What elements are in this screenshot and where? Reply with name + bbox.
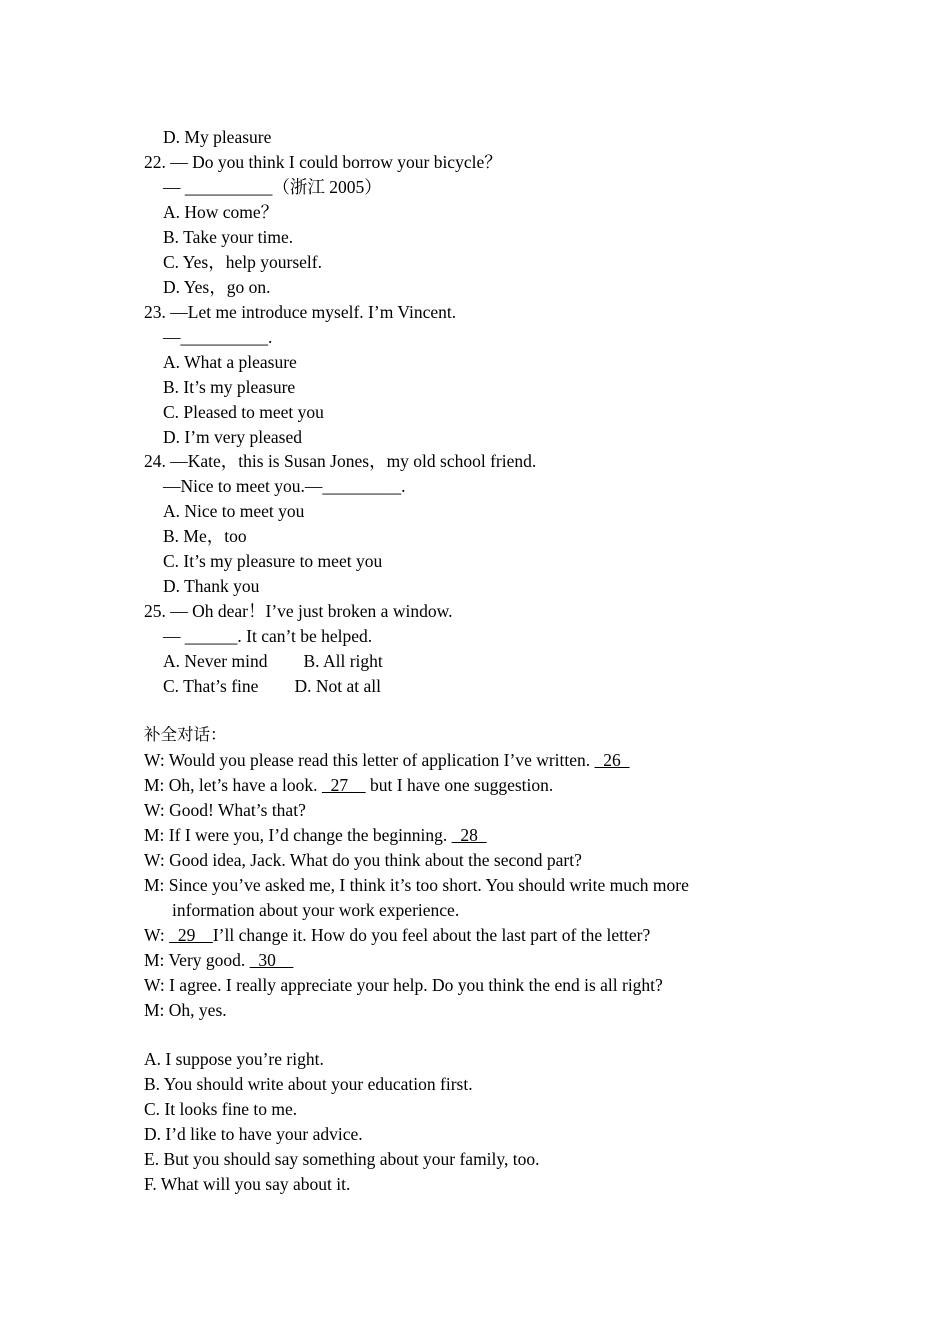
q22-option-d: D. Yes，go on. xyxy=(163,277,271,297)
blank-26: 26 xyxy=(594,750,630,770)
dialogue-line-4 xyxy=(144,825,487,845)
dialogue-option-f: F. What will you say about it. xyxy=(144,1174,351,1194)
dialogue-text: W: Would you please read this letter of application I’ve written. xyxy=(144,750,595,770)
dialogue-line-10: M: Oh, yes. xyxy=(144,1000,227,1020)
q25-option-d: D. Not at all xyxy=(294,676,381,696)
dialogue-text: W: xyxy=(144,925,170,945)
q24-stem: 24. —Kate，this is Susan Jones，my old school friend. xyxy=(144,451,537,471)
dialogue-option-b: B. You should write about your education first. xyxy=(144,1074,473,1094)
q24-option-b: B. Me，too xyxy=(163,526,247,546)
q23-option-a: A. What a pleasure xyxy=(163,352,297,372)
q22-reply xyxy=(163,177,382,197)
q23-option-c: C. Pleased to meet you xyxy=(163,402,324,422)
q24-option-d: D. Thank you xyxy=(163,576,260,596)
q24-reply: —Nice to meet you.—_________. xyxy=(163,476,406,496)
q22-option-b: B. Take your time. xyxy=(163,227,294,247)
dialogue-text: M: Very good. xyxy=(144,950,250,970)
q22-reply-blank: __________ xyxy=(184,177,273,197)
q23-stem: 23. —Let me introduce myself. I’m Vincent. xyxy=(144,302,457,322)
dialogue-line-1 xyxy=(144,750,630,770)
dialogue-heading: 补全对话： xyxy=(144,725,227,744)
dialogue-option-d: D. I’d like to have your advice. xyxy=(144,1124,363,1144)
blank-30: 30 xyxy=(249,950,294,970)
q21-option-d: D. My pleasure xyxy=(163,127,272,147)
q23-option-b: B. It’s my pleasure xyxy=(163,377,296,397)
blank-27: 27 xyxy=(321,775,366,795)
dialogue-line-5: W: Good idea, Jack. What do you think about the second part? xyxy=(144,850,582,870)
dialogue-line-6-cont: information about your work experience. xyxy=(172,900,460,920)
dialogue-line-3: W: Good! What’s that? xyxy=(144,800,306,820)
blank-29: 29 xyxy=(169,925,213,945)
q25-reply: — ______. It can’t be helped. xyxy=(163,626,373,646)
q25-option-b: B. All right xyxy=(303,651,383,671)
dialogue-text: M: Oh, let’s have a look. xyxy=(144,775,322,795)
dialogue-line-6: M: Since you’ve asked me, I think it’s too short. You should write much more xyxy=(144,875,689,895)
q22-reply-source: （浙江 2005） xyxy=(272,177,382,197)
dialogue-option-c: C. It looks fine to me. xyxy=(144,1099,298,1119)
q23-reply: —__________. xyxy=(163,327,273,347)
q22-option-c: C. Yes，help yourself. xyxy=(163,252,322,272)
dialogue-line-9: W: I agree. I really appreciate your help. Do you think the end is all right? xyxy=(144,975,663,995)
q22-stem: 22. — Do you think I could borrow your bicycle？ xyxy=(144,152,502,172)
q25-options-row-2 xyxy=(163,676,381,696)
q24-option-c: C. It’s my pleasure to meet you xyxy=(163,551,383,571)
dialogue-line-7 xyxy=(144,925,650,945)
q25-option-c: C. That’s fine xyxy=(163,676,259,696)
q25-options-row-1 xyxy=(163,651,383,671)
q22-option-a: A. How come？ xyxy=(163,202,279,222)
dialogue-text: M: If I were you, I’d change the beginning. xyxy=(144,825,452,845)
dialogue-text: but I have one suggestion. xyxy=(365,775,554,795)
dialogue-line-2 xyxy=(144,775,553,795)
dialogue-line-8 xyxy=(144,950,293,970)
dialogue-text: I’ll change it. How do you feel about the last part of the letter? xyxy=(212,925,651,945)
q25-option-a: A. Never mind xyxy=(163,651,268,671)
q25-stem: 25. — Oh dear！I’ve just broken a window. xyxy=(144,601,453,621)
q24-option-a: A. Nice to meet you xyxy=(163,501,305,521)
q22-reply-prefix: — xyxy=(163,177,185,197)
blank-28: 28 xyxy=(451,825,487,845)
dialogue-option-e: E. But you should say something about your family, too. xyxy=(144,1149,540,1169)
q23-option-d: D. I’m very pleased xyxy=(163,427,302,447)
dialogue-option-a: A. I suppose you’re right. xyxy=(144,1049,324,1069)
